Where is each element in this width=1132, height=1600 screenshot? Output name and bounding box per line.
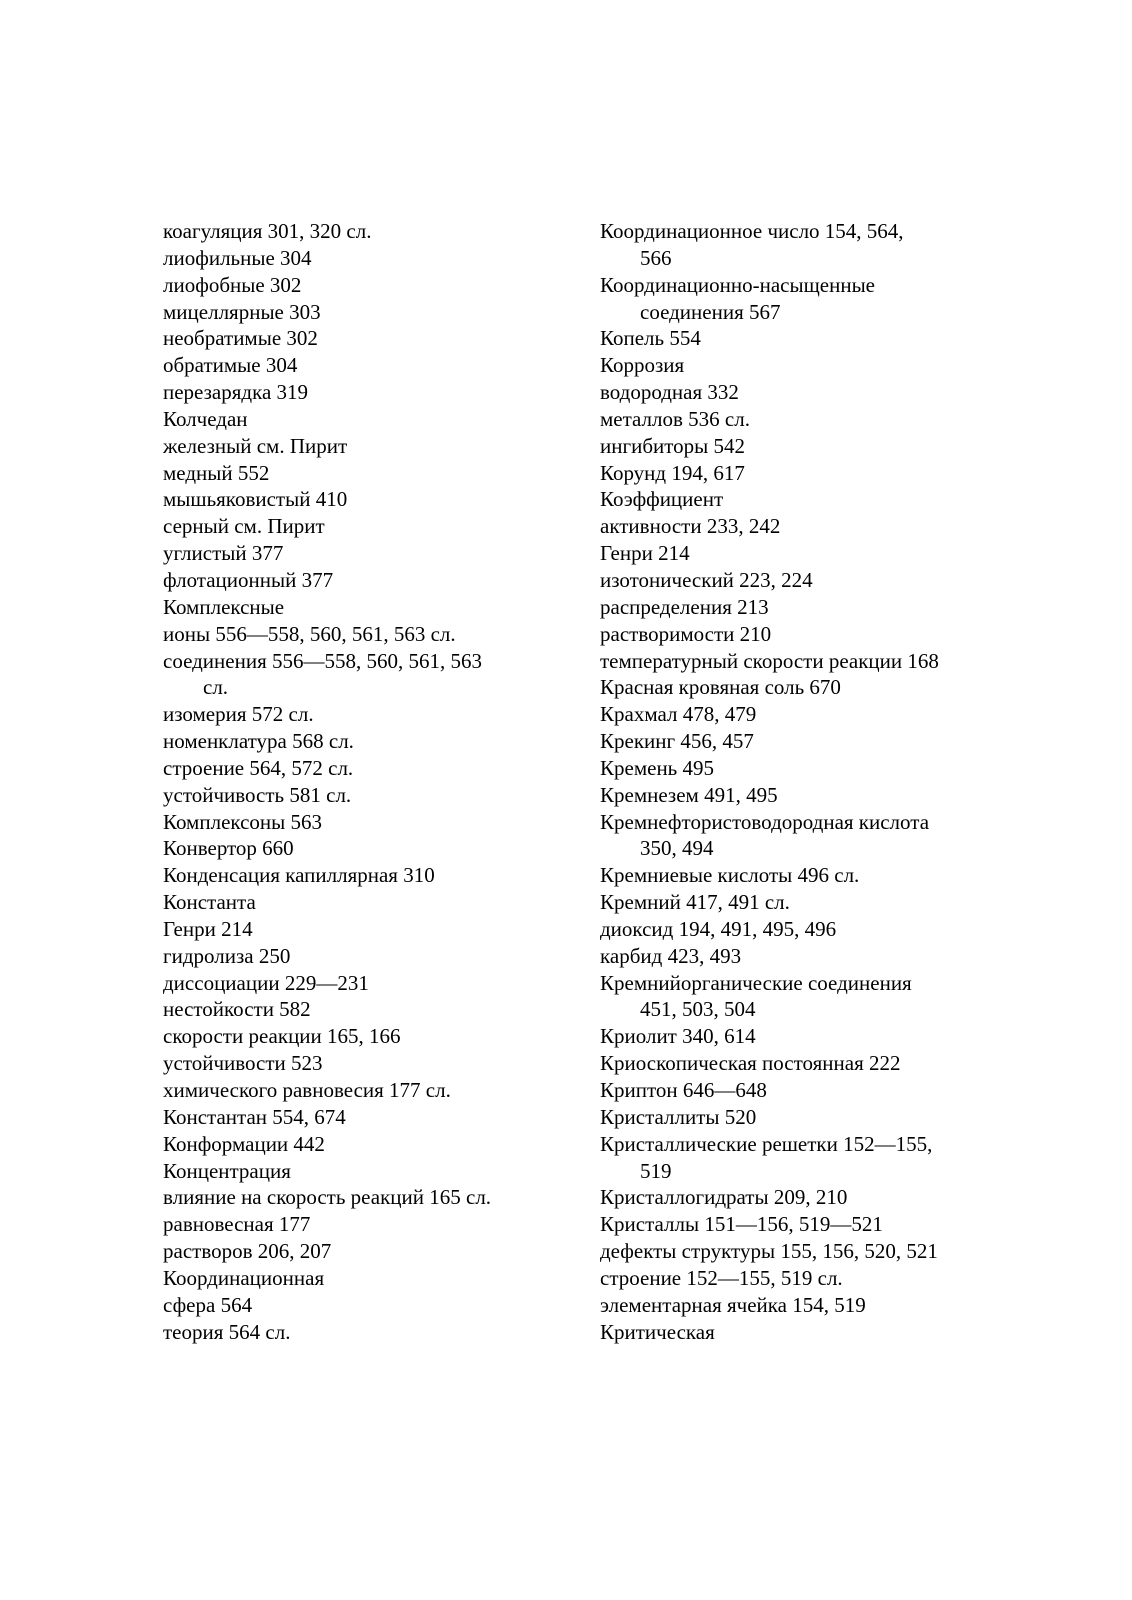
index-entry [163,379,563,406]
index-entry [163,1158,563,1185]
index-entry-text: нестойкости 582 [163,997,311,1022]
index-entry [600,782,980,809]
index-entry [600,460,980,487]
index-entry [163,943,563,970]
index-entry-text: диссоциации 229—231 [163,970,369,995]
index-entry-text: Кристаллы 151—156, 519—521 [600,1212,883,1237]
index-entry [600,701,980,728]
index-entry-continuation: сл. [203,675,229,700]
index-entry-text: Кристаллогидраты 209, 210 [600,1185,848,1210]
index-entry [600,943,980,970]
index-entry [163,594,563,621]
index-entry-text: Кремень 495 [600,755,715,780]
index-entry-text: скорости реакции 165, 166 [163,1024,401,1049]
index-entry [163,621,563,648]
index-entry [163,486,563,513]
index-entry-text: Криптон 646—648 [600,1078,767,1102]
index-entry-text: Конденсация капиллярная 310 [163,863,435,888]
index-entry-text: серный см. Пирит [163,514,325,539]
index-entry-continuation: 350, 494 [640,836,714,861]
index-entry-continuation: 451, 503, 504 [640,997,756,1022]
index-entry [163,245,563,272]
index-entry-text: мышьяковистый 410 [163,487,348,512]
index-entry [163,218,563,245]
index-entry-text: мицеллярные 303 [163,299,321,324]
index-entry [163,406,563,433]
index-entry [163,1265,563,1292]
index-entry-text: медный 552 [163,460,270,485]
index-entry [600,916,980,943]
index-entry-text: Константа [163,890,256,915]
index-entry-text: химического равновесия 177 сл. [163,1078,451,1102]
index-entry-text: Кремнийорганические соединения [600,970,912,995]
index-entry-text: устойчивости 523 [163,1051,323,1076]
index-entry-text: Генри 214 [600,541,690,566]
index-entry-text: Координационное число 154, 564, [600,219,904,243]
index-entry-text: железный см. Пирит [163,433,348,458]
index-entry [600,379,980,406]
index-entry-text: обратимые 304 [163,353,298,378]
index-entry-text: Комплексные [163,594,285,619]
index-entry-text: Конвертор 660 [163,836,294,861]
index-entry [600,352,980,379]
index-entry [600,1023,980,1050]
index-entry [163,648,563,702]
index-entry [163,567,563,594]
index-entry-text: Генри 214 [163,916,253,941]
index-entry [600,621,980,648]
index-entry-text: Конформации 442 [163,1131,325,1156]
index-entry [163,835,563,862]
index-entry-text: Криолит 340, 614 [600,1024,756,1049]
index-entry-text: Кремнефтористоводородная кислота [600,809,930,834]
index-entry [600,406,980,433]
index-entry-text: лиофобные 302 [163,272,302,297]
index-entry-text: водородная 332 [600,380,739,405]
index-entry-text: Константан 554, 674 [163,1104,346,1129]
index-entry [163,996,563,1023]
index-entry-text: Координационно-насыщенные [600,272,875,297]
index-entry [600,862,980,889]
index-entry [600,1211,980,1238]
index-entry-text: Копель 554 [600,326,701,351]
index-entry-text: гидролиза 250 [163,943,291,968]
index-entry [600,272,980,326]
index-entry [600,889,980,916]
index-entry-text: дефекты структуры 155, 156, 520, 521 [600,1239,938,1264]
index-entry [163,299,563,326]
index-entry [600,1077,980,1104]
index-entry-text: Концентрация [163,1158,291,1183]
index-entry [600,567,980,594]
index-entry [163,782,563,809]
index-entry-text: Кристаллиты 520 [600,1104,757,1129]
index-entry [163,1319,563,1346]
index-entry-text: Кремниевые кислоты 496 сл. [600,863,860,888]
index-entry-text: диоксид 194, 491, 495, 496 [600,916,837,941]
index-entry [600,1319,980,1346]
index-entry-text: элементарная ячейка 154, 519 [600,1292,866,1317]
index-entry [163,540,563,567]
index-entry-continuation: соединения 567 [640,299,781,324]
index-entry-text: Координационная [163,1265,325,1290]
index-entry-text: Крекинг 456, 457 [600,729,754,754]
index-entry [163,1131,563,1158]
index-entry-text: температурный скорости реакции 168 [600,648,939,673]
index-entry-text: Кристаллические решетки 152—155, [600,1131,933,1156]
index-entry-continuation: 566 [640,245,672,270]
index-entry [600,540,980,567]
index-entry-text: Коррозия [600,353,685,378]
index-entry [163,1211,563,1238]
index-entry [600,1238,980,1265]
index-entry [163,1023,563,1050]
index-entry [163,889,563,916]
index-entry-text: Критическая [600,1319,715,1344]
index-entry-text: Колчедан [163,406,248,431]
index-entry [163,862,563,889]
index-entry [163,809,563,836]
index-entry [600,970,980,1024]
index-entry-text: влияние на скорость реакций 165 сл. [163,1185,492,1210]
index-entry-text: соединения 556—558, 560, 561, 563 [163,648,482,673]
index-entry [163,728,563,755]
index-entry [600,513,980,540]
index-entry [163,513,563,540]
index-entry [600,218,980,272]
index-entry [163,1238,563,1265]
index-entry [600,325,980,352]
index-entry [600,1184,980,1211]
index-entry-text: Кремнезем 491, 495 [600,782,778,807]
index-entry [600,594,980,621]
index-entry-text: растворов 206, 207 [163,1239,332,1264]
index-entry [163,325,563,352]
index-entry [163,352,563,379]
index-entry [163,460,563,487]
index-entry-text: активности 233, 242 [600,514,781,539]
index-column-right [600,218,980,1345]
index-entry [163,1184,563,1211]
index-entry [600,1265,980,1292]
index-entry [163,970,563,997]
index-entry-text: изомерия 572 сл. [163,702,314,727]
index-entry [600,1131,980,1185]
index-entry-text: металлов 536 сл. [600,406,750,431]
index-entry-text: Корунд 194, 617 [600,460,745,485]
index-entry [163,755,563,782]
index-entry-text: углистый 377 [163,541,284,566]
index-entry [163,916,563,943]
index-entry-text: равновесная 177 [163,1212,311,1237]
index-entry-text: карбид 423, 493 [600,943,742,968]
index-entry-text: растворимости 210 [600,621,772,646]
index-entry [600,809,980,863]
index-entry-text: ионы 556—558, 560, 561, 563 сл. [163,621,456,646]
index-entry-text: необратимые 302 [163,326,318,351]
index-entry-text: перезарядка 319 [163,380,309,405]
index-entry [600,1104,980,1131]
index-entry [163,1077,563,1104]
index-entry [600,1050,980,1077]
index-entry [163,272,563,299]
index-entry-text: Красная кровяная соль 670 [600,675,841,700]
index-entry-text: коагуляция 301, 320 сл. [163,219,372,243]
index-entry-text: строение 152—155, 519 сл. [600,1265,843,1290]
index-entry [600,1292,980,1319]
index-entry-text: флотационный 377 [163,567,334,592]
index-entry-text: строение 564, 572 сл. [163,755,354,780]
index-column-left [163,218,563,1345]
index-entry-text: номенклатура 568 сл. [163,729,354,754]
index-entry-text: устойчивость 581 сл. [163,782,352,807]
index-entry [600,486,980,513]
index-entry-text: ингибиторы 542 [600,433,746,458]
index-entry [600,674,980,701]
index-entry-text: Кремний 417, 491 сл. [600,890,790,915]
index-entry-text: теория 564 сл. [163,1319,291,1344]
index-entry [163,433,563,460]
index-entry-text: распределения 213 [600,594,769,619]
index-entry [600,755,980,782]
index-entry [163,1104,563,1131]
index-entry [163,1050,563,1077]
index-entry [600,728,980,755]
index-entry [600,433,980,460]
index-entry [163,1292,563,1319]
index-entry [600,648,980,675]
index-entry-text: Коэффициент [600,487,724,512]
index-entry-text: Комплексоны 563 [163,809,322,834]
index-entry-text: лиофильные 304 [163,245,312,270]
index-entry-text: изотонический 223, 224 [600,567,813,592]
index-entry-text: Криоскопическая постоянная 222 [600,1051,901,1076]
index-entry-text: сфера 564 [163,1292,253,1317]
index-entry [163,701,563,728]
index-entry-continuation: 519 [640,1158,672,1183]
index-entry-text: Крахмал 478, 479 [600,702,757,727]
